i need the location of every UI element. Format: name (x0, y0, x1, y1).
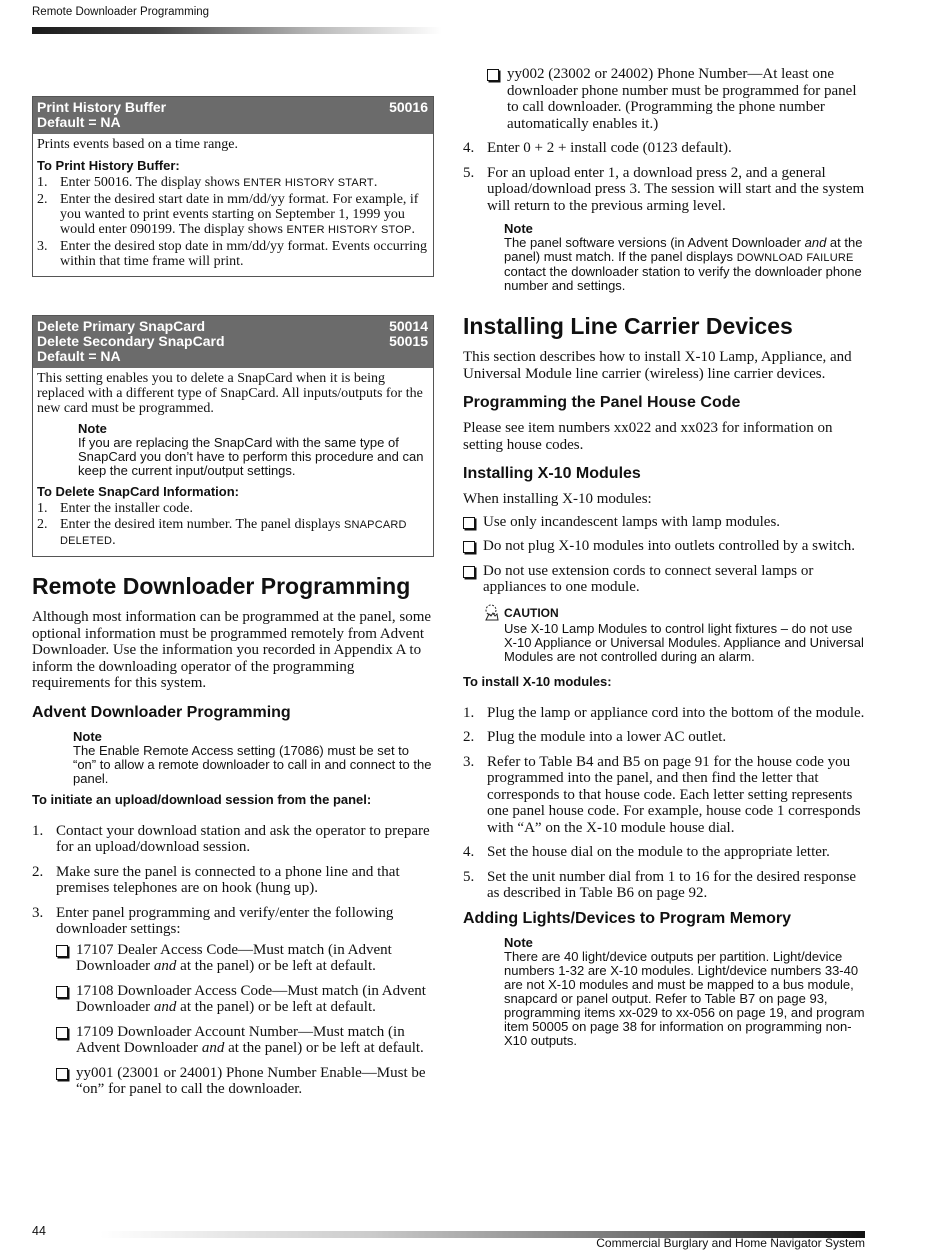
caution-hand-icon (483, 604, 501, 622)
subsection-heading: Programming the Panel House Code (463, 394, 741, 411)
footer-doc-title: Commercial Burglary and Home Navigator System (596, 1236, 865, 1250)
left-column (32, 96, 434, 1114)
right-column (463, 66, 865, 1054)
step-text: Enter 0 + 2 + install code (0123 default). (487, 140, 732, 156)
note-title: Note (504, 221, 533, 236)
step-item (37, 239, 428, 269)
procedure-title: To Delete SnapCard Information: (37, 484, 239, 499)
note (504, 222, 865, 293)
subsection-heading: Advent Downloader Programming (32, 703, 291, 721)
option-default: Default = NA (37, 114, 121, 130)
step-item (37, 175, 428, 191)
section-heading: Installing Line Carrier Devices (463, 313, 793, 339)
checklist-item (56, 983, 434, 1016)
step-text: Enter the installer code. (60, 501, 193, 516)
step-text: Refer to Table B4 and B5 on page 91 for the house code you programmed into the panel, and then find the letter that corresponds to that house code. Each letter setting represents one panel house code. For example, house code 1 corresponds with “A” on the X-10 module house dial. (487, 753, 861, 836)
running-header: Remote Downloader Programming (32, 6, 210, 18)
checkbox-icon (56, 986, 68, 998)
checkbox-icon (487, 69, 499, 81)
step-number: 1. (37, 501, 48, 516)
checklist-text: yy002 (23002 or 24002) Phone Number—At least one downloader phone number must be programmed for panel to call downloader. (Programming the phone number automatically enables it.) (507, 66, 857, 132)
step-item: 2. Make sure the panel is connected to a phone line and that premises telephones are on hook (hung up). (32, 864, 434, 897)
note-title: Note (73, 728, 102, 744)
option-description: This setting enables you to delete a SnapCard when it is being replaced with a different type of SnapCard. All inputs/outputs for the new card must be programmed. (37, 371, 423, 416)
checkbox-icon (463, 517, 475, 529)
step-number: 1. (463, 704, 475, 721)
step-text: Enter the desired start date in mm/dd/yy format. For example, if you wanted to print events starting on September 1, 1999 you would enter 090199. The display shows ENTER HISTORY STOP. (60, 192, 419, 237)
step-number: 4. (463, 844, 475, 860)
step-number: 1. (37, 175, 48, 190)
step-number: 2. (463, 729, 475, 745)
settings-checklist (56, 942, 434, 1098)
caution-header (483, 604, 865, 622)
step-number: 2. (37, 517, 48, 532)
procedure-title: To Print History Buffer: (37, 158, 180, 173)
checkbox-icon (56, 1027, 68, 1039)
subsection-text: Please see item numbers xx022 and xx023 for information on setting house codes. (463, 420, 833, 453)
step-item: 5. For an upload enter 1, a download press 2, and a general upload/download press 3. The session will start and the system will return to the previous arming level. (463, 164, 865, 214)
remote-downloader-section (32, 573, 434, 1106)
caution-title: CAUTION (504, 605, 559, 620)
section-intro: Although most information can be programmed at the panel, some optional information must be programmed remotely from Advent Downloader. Use the information you recorded in Appendix A to inform the downloading operator of the programming requirements for this system. (32, 609, 432, 691)
checklist-item (463, 563, 865, 596)
option-code: 50016 (389, 99, 428, 115)
subsection-heading: Adding Lights/Devices to Program Memory (463, 909, 792, 927)
step-item (37, 501, 428, 516)
step-item (37, 517, 428, 549)
step-text: Enter panel programming and verify/enter the following downloader settings: (56, 904, 394, 937)
note (73, 730, 434, 786)
checklist-text: Use only incandescent lamps with lamp modules. (483, 513, 781, 530)
option-title: Delete Secondary SnapCard (37, 333, 225, 349)
option-code: 50015 (389, 333, 428, 349)
checkbox-icon (463, 566, 475, 578)
option-default: Default = NA (37, 348, 121, 364)
step-text: Set the unit number dial from 1 to 16 for the desired response as described in Table B6 on page 92. (487, 868, 857, 901)
step-item (463, 705, 865, 722)
checkbox-icon (56, 1068, 68, 1080)
print-history-box (32, 96, 434, 277)
checklist-item (56, 1065, 434, 1098)
option-title: Delete Primary SnapCard (37, 318, 206, 334)
step-item (463, 754, 865, 837)
step-number: 3. (463, 753, 475, 770)
checklist-item (56, 942, 434, 975)
header-rule (32, 27, 442, 34)
option-description: Prints events based on a time range. (37, 137, 239, 152)
subsection-text: When installing X-10 modules: (463, 491, 652, 507)
step-item (463, 869, 865, 902)
step-text: Enter the desired item number. The panel displays SNAPCARD DELETED. (60, 517, 407, 548)
caution-text: Use X-10 Lamp Modules to control light fixtures – do not use X-10 Appliance or Universal Modules. Appliance and Universal Modules are not controlled during an alarm. (504, 620, 864, 664)
step-text: Plug the lamp or appliance cord into the bottom of the module. (487, 704, 865, 721)
checklist-item (487, 66, 865, 132)
checklist-text: 17108 Downloader Access Code—Must match (in Advent Downloader and at the panel) or be left at default. (76, 982, 426, 1015)
procedure-title: To install X-10 modules: (463, 673, 612, 689)
checklist-text: 17107 Dealer Access Code—Must match (in Advent Downloader and at the panel) or be left at default. (76, 941, 392, 974)
section-heading: Remote Downloader Programming (32, 573, 411, 599)
step-item: 1. Contact your download station and ask the operator to prepare for an upload/download session. (32, 823, 434, 856)
step-number: 2. (37, 192, 48, 207)
checklist-text: 17109 Downloader Account Number—Must match (in Advent Downloader and at the panel) or be left at default. (76, 1023, 424, 1056)
checklist-item (56, 1024, 434, 1057)
checklist-text: Do not plug X-10 modules into outlets controlled by a switch. (483, 538, 856, 554)
step-text: Enter 50016. The display shows ENTER HISTORY START. (60, 175, 378, 190)
page-number: 44 (32, 1224, 46, 1238)
procedure-steps (32, 823, 434, 1106)
section-intro: This section describes how to install X-10 Lamp, Appliance, and Universal Module line carrier (wireless) line carrier devices. (463, 349, 852, 382)
step-number: 5. (463, 868, 475, 885)
option-title: Print History Buffer (37, 99, 167, 115)
note-title: Note (504, 934, 533, 950)
procedure-steps-continued (463, 140, 865, 214)
note-text: There are 40 light/device outputs per partition. Light/device numbers 1-32 are X-10 modules. Light/device numbers 33-40 are not X-10 modules and must be mapped to a bus module, snapcard or panel output. Refer to Table B7 on page 93, programming items xx-029 to xx-056 on page 19, and program item 50005 on page 38 for information on programming non-X10 outputs. (504, 948, 865, 1048)
step-item (463, 729, 865, 746)
box-body (33, 368, 433, 556)
step-item (37, 192, 428, 238)
step-item (463, 844, 865, 861)
checklist-text: Do not use extension cords to connect several lamps or appliances to one module. (483, 562, 814, 595)
step-item: 3. Enter panel programming and verify/enter the following downloader settings: 17107 Dealer Access Code—Must match (in Advent Downloader and at the panel) or be left at default. 17108 Downloader Access Code—Must match (in Advent Downloader and at the panel) or be left at default. 17109 Downloader Account Number—Must match (in Advent Downloader and at the panel) or be left at default. yy001 (23001 or 24001) Phone Number Enable—Must be “on” for panel to call the downloader. (32, 905, 434, 1106)
procedure-title: To initiate an upload/download session from the panel: (32, 791, 372, 807)
checklist-text: yy001 (23001 or 24001) Phone Number Enable—Must be “on” for panel to call the downloader. (76, 1064, 426, 1097)
box-body (33, 134, 433, 276)
delete-snapcard-box (32, 315, 434, 557)
step-text: For an upload enter 1, a download press 2, and a general upload/download press 3. The session will start and the system will return to the previous arming level. (487, 164, 865, 214)
note (78, 422, 428, 478)
caution-note (483, 604, 865, 664)
step-text: Enter the desired stop date in mm/dd/yy format. Events occurring within that time frame will print. (60, 239, 428, 269)
note-text: If you are replacing the SnapCard with the same type of SnapCard you don’t have to perform this procedure and can keep the current input/output settings. (78, 435, 424, 478)
box-header (33, 97, 433, 134)
step-text: Plug the module into a lower AC outlet. (487, 729, 727, 745)
box-header (33, 316, 433, 368)
x10-checklist (463, 514, 865, 596)
procedure-steps (463, 705, 865, 902)
step-text: Make sure the panel is connected to a phone line and that premises telephones are on hook (hung up). (56, 863, 400, 896)
settings-checklist-continued (487, 66, 865, 132)
checklist-item (463, 514, 865, 531)
step-text: Set the house dial on the module to the appropriate letter. (487, 844, 830, 860)
checkbox-icon (56, 945, 68, 957)
checkbox-icon (463, 541, 475, 553)
checklist-item (463, 538, 865, 555)
note-text: The Enable Remote Access setting (17086) must be set to “on” to allow a remote downloader to call in and connect to the panel. (73, 742, 432, 786)
note-title: Note (78, 421, 107, 436)
procedure-steps (37, 175, 428, 269)
note (504, 936, 865, 1048)
subsection-heading: Installing X-10 Modules (463, 465, 641, 482)
procedure-steps (37, 501, 428, 549)
step-text: Contact your download station and ask the operator to prepare for an upload/download session. (56, 822, 430, 855)
step-item: 4. Enter 0 + 2 + install code (0123 default). (463, 140, 732, 156)
step-number: 3. (37, 239, 48, 254)
line-carrier-section (463, 313, 865, 1048)
option-code: 50014 (389, 318, 428, 334)
note-text: The panel software versions (in Advent Downloader and at the panel) must match. If the panel displays DOWNLOAD FAILURE contact the downloader station to verify the downloader phone number and settings. (504, 235, 863, 293)
